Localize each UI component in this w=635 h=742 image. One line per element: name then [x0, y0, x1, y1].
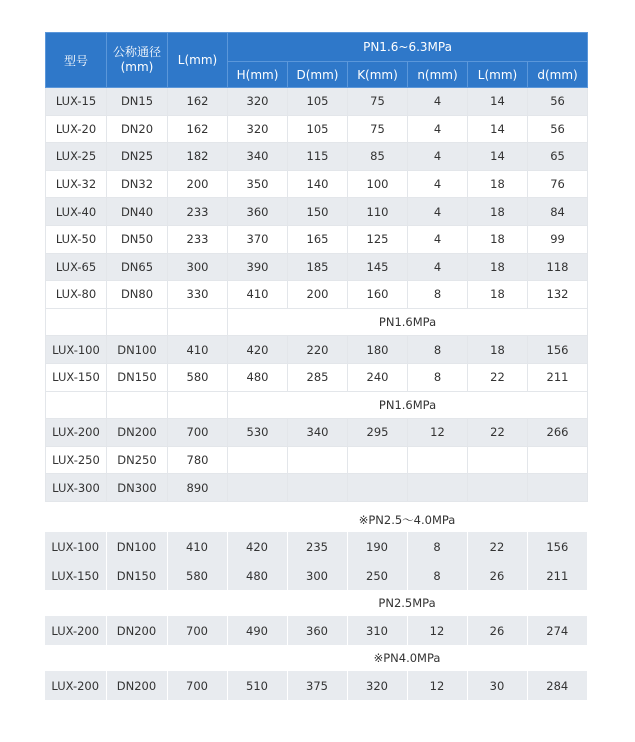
table-cell: 580 [167, 561, 227, 590]
empty-cell [45, 508, 227, 532]
table-cell [528, 446, 588, 474]
table-row [45, 561, 587, 590]
table-cell: 4 [408, 115, 468, 143]
table-row [46, 143, 588, 171]
table-cell: 250 [347, 561, 407, 590]
table-cell: 22 [468, 419, 528, 447]
table-cell: 4 [408, 253, 468, 281]
table-cell: DN150 [106, 561, 167, 590]
table-cell: LUX-65 [46, 253, 107, 281]
table-cell: LUX-100 [46, 336, 107, 364]
table-cell: 700 [167, 616, 227, 645]
table-row [46, 115, 588, 143]
table-cell: DN15 [107, 88, 168, 116]
table-cell: 530 [228, 419, 288, 447]
table-cell: LUX-200 [46, 419, 107, 447]
table-cell: DN200 [106, 616, 167, 645]
table-cell: 700 [167, 671, 227, 700]
pressure-label: ※PN2.5～4.0MPa [227, 508, 587, 532]
empty-cell [168, 308, 228, 336]
table-cell: 12 [407, 616, 467, 645]
table-cell: DN20 [107, 115, 168, 143]
table-cell: 180 [348, 336, 408, 364]
table-cell: LUX-32 [46, 170, 107, 198]
table-cell: 75 [348, 88, 408, 116]
table-cell: 4 [408, 225, 468, 253]
table-cell: 75 [348, 115, 408, 143]
table-cell: 330 [168, 281, 228, 309]
table-cell: 105 [288, 88, 348, 116]
table-cell: DN32 [107, 170, 168, 198]
header-n: n(mm) [408, 62, 468, 88]
table-row [45, 616, 587, 645]
header-h: H(mm) [228, 62, 288, 88]
table-cell: 370 [228, 225, 288, 253]
table-cell: 190 [347, 532, 407, 561]
table-cell: 150 [288, 198, 348, 226]
table-row [46, 198, 588, 226]
table-cell: 233 [168, 198, 228, 226]
table-cell [348, 474, 408, 502]
table-cell: 285 [288, 363, 348, 391]
table-cell: 410 [168, 336, 228, 364]
table-cell: 360 [228, 198, 288, 226]
table-cell: DN25 [107, 143, 168, 171]
table-cell: 8 [408, 281, 468, 309]
table-cell: DN300 [107, 474, 168, 502]
table-cell: 14 [468, 115, 528, 143]
table-row [46, 281, 588, 309]
table-cell: 240 [348, 363, 408, 391]
table-cell: 220 [288, 336, 348, 364]
table-cell: LUX-150 [46, 363, 107, 391]
table-cell: 125 [348, 225, 408, 253]
flange-dimension-table [45, 32, 588, 502]
pressure-label-row [45, 590, 587, 616]
table-cell: LUX-40 [46, 198, 107, 226]
table-cell: LUX-25 [46, 143, 107, 171]
table-cell: DN250 [107, 446, 168, 474]
table-cell: 310 [347, 616, 407, 645]
table-cell: 18 [468, 198, 528, 226]
table-cell: LUX-200 [45, 616, 106, 645]
empty-cell [107, 391, 168, 419]
table-cell: 65 [528, 143, 588, 171]
table-cell: 182 [168, 143, 228, 171]
table-cell: DN200 [107, 419, 168, 447]
table-cell: 300 [287, 561, 347, 590]
pressure-label-row [45, 645, 587, 671]
table-cell: 8 [407, 561, 467, 590]
table-cell: 4 [408, 170, 468, 198]
table-cell: LUX-100 [45, 532, 106, 561]
table-cell: 700 [168, 419, 228, 447]
table-cell: 56 [528, 115, 588, 143]
table-cell: 4 [408, 88, 468, 116]
table-cell: 110 [348, 198, 408, 226]
table-cell: 340 [288, 419, 348, 447]
empty-cell [46, 308, 107, 336]
header-pressure-range: PN1.6~6.3MPa [228, 33, 588, 62]
table-cell: 14 [468, 143, 528, 171]
table-cell: 233 [168, 225, 228, 253]
table-cell: 162 [168, 115, 228, 143]
table-row [46, 170, 588, 198]
table-cell [408, 474, 468, 502]
header-nominal-diameter [107, 33, 168, 88]
table-cell: 76 [528, 170, 588, 198]
table-cell: 8 [407, 532, 467, 561]
table-cell [228, 446, 288, 474]
pn40-table [45, 645, 587, 700]
table-cell: 118 [528, 253, 588, 281]
table-cell: 211 [528, 363, 588, 391]
table-cell: 100 [348, 170, 408, 198]
header-bolt-d: d(mm) [528, 62, 588, 88]
table-cell: LUX-80 [46, 281, 107, 309]
table-cell: 320 [347, 671, 407, 700]
table-cell: 266 [528, 419, 588, 447]
table-row [46, 419, 588, 447]
table-cell: 4 [408, 198, 468, 226]
table-cell: 26 [467, 616, 527, 645]
table-cell: 145 [348, 253, 408, 281]
table-cell: 132 [528, 281, 588, 309]
table-cell [228, 474, 288, 502]
header-nominal-diameter-line1: 公称通径 [112, 45, 161, 59]
table-cell: 18 [468, 225, 528, 253]
table-cell: LUX-50 [46, 225, 107, 253]
header-l: L(mm) [468, 62, 528, 88]
table-cell: 105 [288, 115, 348, 143]
table-cell: 162 [168, 88, 228, 116]
table-cell: 320 [228, 88, 288, 116]
table-cell: 390 [228, 253, 288, 281]
header-k: K(mm) [348, 62, 408, 88]
table-row [45, 532, 587, 561]
pressure-label-row [46, 308, 588, 336]
header-nominal-diameter-line2: (mm) [120, 60, 154, 74]
table-cell: 300 [168, 253, 228, 281]
table-cell: 22 [468, 363, 528, 391]
table-cell [408, 446, 468, 474]
table-cell [288, 474, 348, 502]
table-cell [468, 474, 528, 502]
table-cell: 12 [408, 419, 468, 447]
table-cell: LUX-300 [46, 474, 107, 502]
table-row [46, 474, 588, 502]
table-cell: 14 [468, 88, 528, 116]
table-cell: LUX-150 [45, 561, 106, 590]
table-cell [528, 474, 588, 502]
table-cell: 185 [288, 253, 348, 281]
table-row [46, 225, 588, 253]
table-cell: DN40 [107, 198, 168, 226]
table-cell: 274 [527, 616, 587, 645]
table-cell: DN100 [106, 532, 167, 561]
empty-cell [107, 308, 168, 336]
table-cell: 420 [227, 532, 287, 561]
table-cell: 410 [228, 281, 288, 309]
table-cell [348, 446, 408, 474]
table-cell: DN65 [107, 253, 168, 281]
table-cell: 156 [527, 532, 587, 561]
table-cell: LUX-20 [46, 115, 107, 143]
table-cell: DN50 [107, 225, 168, 253]
empty-cell [45, 590, 227, 616]
table-row [45, 671, 587, 700]
table-cell: 85 [348, 143, 408, 171]
table-cell: 165 [288, 225, 348, 253]
table-cell: DN200 [106, 671, 167, 700]
table-cell: 156 [528, 336, 588, 364]
table-cell: 510 [227, 671, 287, 700]
pressure-label: PN1.6MPa [228, 308, 588, 336]
table-cell: DN80 [107, 281, 168, 309]
table-cell: 56 [528, 88, 588, 116]
table-cell: 8 [408, 336, 468, 364]
table-cell: 30 [467, 671, 527, 700]
table-row [46, 88, 588, 116]
table-cell: 18 [468, 170, 528, 198]
header-length: L(mm) [168, 33, 228, 88]
pressure-label: PN1.6MPa [228, 391, 588, 419]
pressure-label-row [46, 391, 588, 419]
table-cell: 84 [528, 198, 588, 226]
table-cell: 18 [468, 281, 528, 309]
table-cell [468, 446, 528, 474]
table-row [46, 446, 588, 474]
table-cell: 99 [528, 225, 588, 253]
table-cell: 480 [228, 363, 288, 391]
table-cell: 22 [467, 532, 527, 561]
table-cell [288, 446, 348, 474]
header-d: D(mm) [288, 62, 348, 88]
table-cell: 350 [228, 170, 288, 198]
table-row [46, 363, 588, 391]
table-cell: 890 [168, 474, 228, 502]
table-cell: 18 [468, 253, 528, 281]
table-cell: 4 [408, 143, 468, 171]
table-cell: 160 [348, 281, 408, 309]
pressure-label-row [45, 508, 587, 532]
pressure-label: PN2.5MPa [227, 590, 587, 616]
table-cell: 115 [288, 143, 348, 171]
table-cell: 211 [527, 561, 587, 590]
table-cell: 12 [407, 671, 467, 700]
table-cell: 490 [227, 616, 287, 645]
table-cell: 320 [228, 115, 288, 143]
table-cell: 780 [168, 446, 228, 474]
header-model: 型号 [46, 33, 107, 88]
table-cell: 580 [168, 363, 228, 391]
table-cell: 410 [167, 532, 227, 561]
table-cell: 284 [527, 671, 587, 700]
table-cell: 375 [287, 671, 347, 700]
table-cell: 480 [227, 561, 287, 590]
table-cell: 18 [468, 336, 528, 364]
table-cell: DN100 [107, 336, 168, 364]
table-cell: 26 [467, 561, 527, 590]
table-row [46, 253, 588, 281]
table-cell: LUX-15 [46, 88, 107, 116]
table-cell: LUX-200 [45, 671, 106, 700]
table-cell: 340 [228, 143, 288, 171]
empty-cell [168, 391, 228, 419]
table-cell: LUX-250 [46, 446, 107, 474]
table-cell: 8 [408, 363, 468, 391]
table-cell: DN150 [107, 363, 168, 391]
pn25-table [45, 590, 587, 645]
pressure-label: ※PN4.0MPa [227, 645, 587, 671]
empty-cell [45, 645, 227, 671]
table-row [46, 336, 588, 364]
table-cell: 235 [287, 532, 347, 561]
table-cell: 295 [348, 419, 408, 447]
table-cell: 140 [288, 170, 348, 198]
empty-cell [46, 391, 107, 419]
table-cell: 420 [228, 336, 288, 364]
table-cell: 360 [287, 616, 347, 645]
table-cell: 200 [168, 170, 228, 198]
pn25-40-table [45, 508, 587, 590]
table-cell: 200 [288, 281, 348, 309]
